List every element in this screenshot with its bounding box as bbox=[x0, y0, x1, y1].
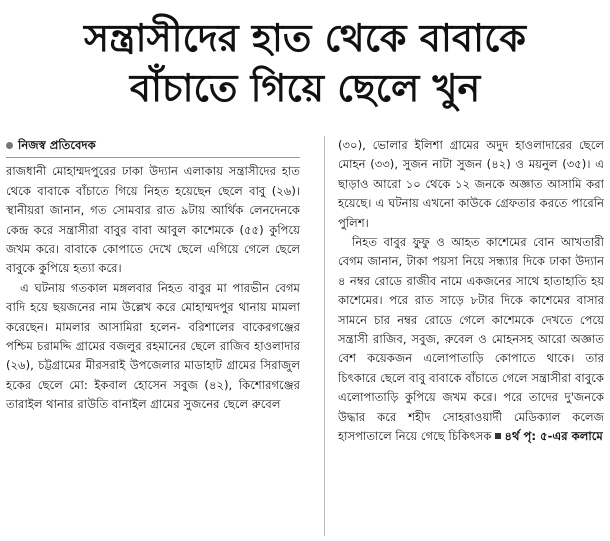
right-column bbox=[338, 136, 604, 536]
bullet-icon bbox=[6, 142, 13, 149]
square-bullet-icon bbox=[495, 433, 501, 439]
headline-line-1: সন্ত্রাসীদের হাত থেকে বাবাকে bbox=[84, 16, 526, 60]
paragraph: রাজধানী মোহাম্মদপুরের ঢাকা উদ্যান এলাকায় সন্ত্রাসীদের হাত থেকে বাবাকে বাঁচাতে গিয়ে নিহত হয়েছেন ছেলে বাবু (২৬)। স্থানীয়রা জানান, গত সোমবার রাত ৯টায় আর্থিক লেনদেনকে কেন্দ্র করে সন্ত্রাসীরা বাবুর বাবা আবুল কাশেমকে (৫৫) কুপিয়ে জখম করে। বাবাকে কোপাতে দেখে ছেলে এগিয়ে গেলে ছেলে বাবুকে কুপিয়ে হত্যা করে। bbox=[6, 164, 300, 276]
paragraph: (৩০), ভোলার ইলিশা গ্রামের অদুদ হাওলাদারের ছেলে মোহন (৩৩), সুজন নাটা সুজন (৪২) ও ময়নুল (৩৫)। এ ছাড়াও আরো ১০ থেকে ১২ জনকে অজ্ঞাত আসামি করা হয়েছে। এ ঘটনায় এখনো কাউকে গ্রেফতার করতে পারেনি পুলিশ। bbox=[338, 138, 604, 230]
headline bbox=[0, 14, 610, 114]
left-column bbox=[6, 136, 300, 536]
byline-text: নিজস্ব প্রতিবেদক bbox=[18, 138, 96, 152]
headline-line-2: বাঁচাতে গিয়ে ছেলে খুন bbox=[129, 66, 481, 110]
byline bbox=[6, 136, 300, 155]
paragraph bbox=[338, 233, 604, 446]
byline-rule bbox=[6, 157, 300, 158]
paragraph-text: নিহত বাবুর ফুফু ও আহত কাশেমের বোন আখতারী বেগম জানান, টাকা পয়সা নিয়ে সন্ধ্যার দিকে ঢাকা উদ্যান ৪ নম্বর রোডে রাজীব নামে একজনের সাথে হাতাহাতি হয় কাশেমের। পরে রাত সাড়ে ৮টার দিকে কাশেমের বাসার সামনে চার নম্বর রোডে গেলে কাশেমকে দেখতে পেয়ে সন্ত্রাসী রাজিব, সবুজ, রুবেল ও মোহনসহ আরো অজ্ঞাত বেশ কয়েকজন এলোপাতাড়ি কোপাতে থাকে। তার চিৎকারে ছেলে বাবু বাবাকে বাঁচাতে গেলে সন্ত্রাসীরা বাবুকে এলোপাতাড়ি কুপিয়ে জখম করে। পরে তাদের দু'জনকে উদ্ধার করে শহীদ সোহরাওয়ার্দী মেডিক্যাল কলেজ হাসপাতালে নিয়ে গেছে চিকিৎসক bbox=[338, 235, 604, 444]
column-divider bbox=[324, 136, 325, 536]
paragraph: এ ঘটনায় গতকাল মঙ্গলবার নিহত বাবুর মা পারভীন বেগম বাদি হয়ে ছয়জনের নাম উল্লেখ করে মোহাম্মদপুর থানায় মামলা করেছেন। মামলার আসামিরা হলেন- বরিশালের বাকেরগঞ্জের পশ্চিম চরামদ্দি গ্রামের বজলুর রহমানের ছেলে রাজিব হাওলাদার (২৬), চট্টগ্রামের মীরসরাই উপজেলার মাডাহাট গ্রামের সিরাজুল হকের ছেলে মো: ইকবাল হোসেন সবুজ (৪২), কিশোরগঞ্জের তারাইল থানার রাউতি বানাইল গ্রামের সুজনের ছেলে রুবেল bbox=[6, 280, 300, 412]
article-body bbox=[6, 136, 604, 536]
continuation-note: ৪র্থ পৃ: ৫-এর কলামে bbox=[504, 429, 603, 444]
